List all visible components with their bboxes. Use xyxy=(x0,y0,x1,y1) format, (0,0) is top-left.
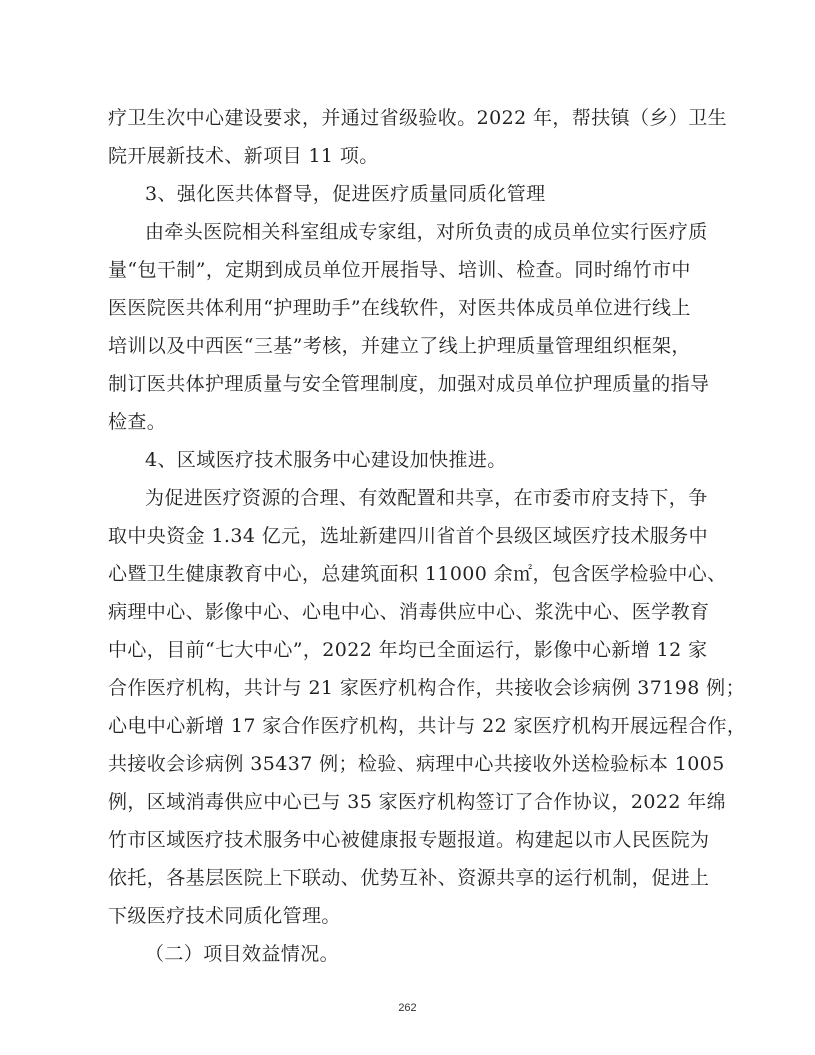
text-line: 疗卫生次中心建设要求，并通过省级验收。2022 年，帮扶镇（乡）卫生 xyxy=(108,107,727,129)
text-line: 竹市区域医疗技术服务中心被健康报专题报道。构建起以市人民医院为 xyxy=(108,829,710,851)
text-line: 合作医疗机构，共计与 21 家医疗机构合作，共接收会诊病例 37198 例； xyxy=(108,677,745,699)
text-line: 量“包干制”，定期到成员单位开展指导、培训、检查。同时绵竹市中 xyxy=(108,259,691,281)
text-line: 心电中心新增 17 家合作医疗机构，共计与 22 家医疗机构开展远程合作， xyxy=(108,715,747,737)
section-heading: （二）项目效益情况。 xyxy=(145,943,340,965)
text-line: 依托，各基层医院上下联动、优势互补、资源共享的运行机制，促进上 xyxy=(108,867,710,889)
text-line: 中心，目前“七大中心”，2022 年均已全面运行，影像中心新增 12 家 xyxy=(108,639,708,661)
text-line: 由牵头医院相关科室组成专家组，对所负责的成员单位实行医疗质 xyxy=(145,221,708,243)
text-line: 为促进医疗资源的合理、有效配置和共享，在市委市府支持下，争 xyxy=(145,487,708,509)
text-line: 取中央资金 1.34 亿元，选址新建四川省首个县级区域医疗技术服务中 xyxy=(108,525,708,547)
text-line: 病理中心、影像中心、心电中心、消毒供应中心、浆洗中心、医学教育 xyxy=(108,601,710,623)
text-line: 培训以及中西医“三基”考核，并建立了线上护理质量管理组织框架， xyxy=(108,335,691,357)
section-heading: 4、区域医疗技术服务中心建设加快推进。 xyxy=(145,449,507,471)
text-line: 心暨卫生健康教育中心，总建筑面积 11000 余㎡，包含医学检验中心、 xyxy=(108,563,727,585)
text-line: 检查。 xyxy=(108,411,167,433)
text-line: 院开展新技术、新项目 11 项。 xyxy=(108,145,379,167)
text-line: 例，区域消毒供应中心已与 35 家医疗机构签订了合作协议，2022 年绵 xyxy=(108,791,727,813)
page-number: 262 xyxy=(398,1002,417,1014)
text-line: 共接收会诊病例 35437 例；检验、病理中心共接收外送检验标本 1005 xyxy=(108,753,725,775)
section-heading: 3、强化医共体督导，促进医疗质量同质化管理 xyxy=(145,183,546,205)
text-line: 下级医疗技术同质化管理。 xyxy=(108,905,341,927)
text-line: 医医院医共体利用“护理助手”在线软件，对医共体成员单位进行线上 xyxy=(108,297,691,319)
text-line: 制订医共体护理质量与安全管理制度，加强对成员单位护理质量的指导 xyxy=(108,373,710,395)
